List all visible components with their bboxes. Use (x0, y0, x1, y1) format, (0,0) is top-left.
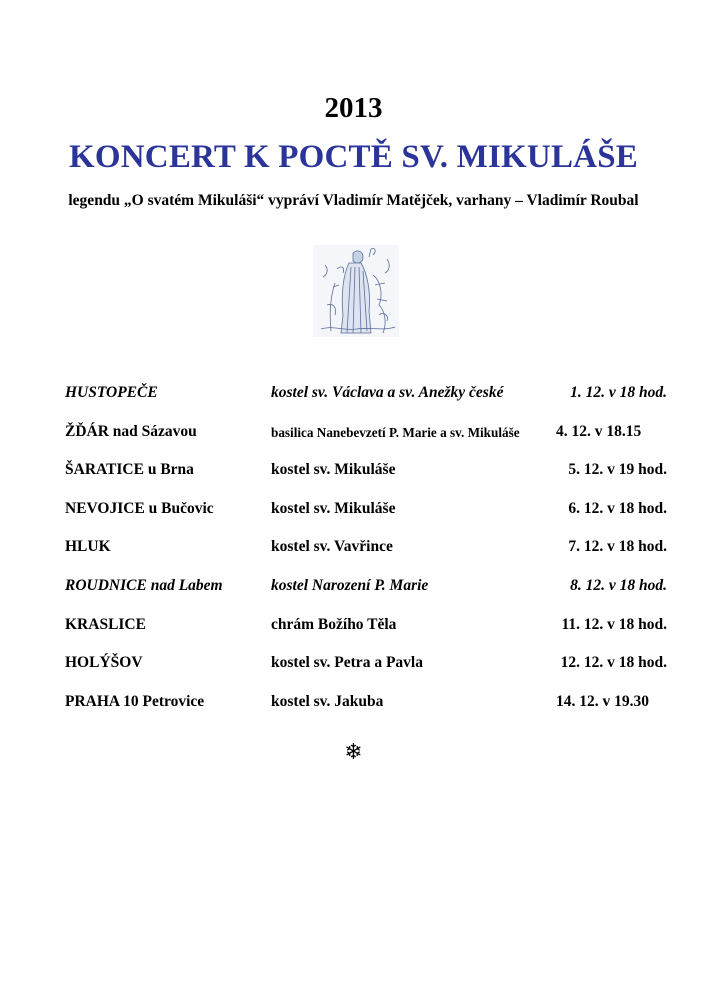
schedule-row (0, 455, 707, 494)
concert-venue: kostel sv. Mikuláše (271, 499, 396, 517)
concert-date: 14. 12. v 19.30 (556, 692, 649, 710)
year-heading: 2013 (324, 92, 383, 124)
concert-date: 6. 12. v 18 hod. (568, 499, 667, 517)
concert-venue: kostel sv. Mikuláše (271, 461, 396, 479)
schedule-row (0, 417, 707, 456)
schedule-row (0, 571, 707, 610)
concert-subtitle: legendu „O svatém Mikuláši“ vypráví Vladimír Matějček, varhany – Vladimír Roubal (68, 192, 639, 209)
concert-city: HUSTOPEČE (65, 384, 158, 401)
concert-city: HLUK (65, 538, 111, 556)
snowflake-icon: ❄ (344, 740, 363, 765)
concert-date: 4. 12. v 18.15 (556, 422, 642, 440)
concert-city: ŠARATICE u Brna (65, 461, 194, 479)
concert-city: ŽĎÁR nad Sázavou (65, 422, 197, 440)
concert-venue: kostel Narození P. Marie (271, 576, 429, 594)
concert-date: 1. 12. v 18 hod. (570, 384, 667, 401)
schedule-row (0, 494, 707, 533)
concert-date: 5. 12. v 19 hod. (568, 461, 667, 479)
concert-date: 7. 12. v 18 hod. (568, 538, 667, 556)
concert-venue: kostel sv. Václava a sv. Anežky české (271, 384, 504, 401)
concert-date: 8. 12. v 18 hod. (570, 576, 667, 594)
concert-schedule (0, 378, 707, 725)
schedule-row (0, 648, 707, 687)
concert-venue: chrám Božího Těla (271, 615, 397, 633)
concert-city: NEVOJICE u Bučovic (65, 499, 214, 517)
concert-date: 12. 12. v 18 hod. (560, 654, 667, 672)
schedule-row (0, 378, 707, 417)
concert-city: PRAHA 10 Petrovice (65, 692, 205, 710)
concert-venue: basilica Nanebevzetí P. Marie a sv. Mikuláše (271, 424, 520, 440)
schedule-row (0, 687, 707, 726)
concert-city: HOLÝŠOV (65, 654, 143, 672)
concert-date: 11. 12. v 18 hod. (561, 615, 667, 633)
concert-city: ROUDNICE nad Labem (65, 576, 223, 594)
concert-title: KONCERT K POCTĚ SV. MIKULÁŠE (69, 139, 638, 175)
schedule-row (0, 610, 707, 649)
schedule-row (0, 532, 707, 571)
saint-nicholas-engraving-icon (313, 245, 399, 337)
concert-city: KRASLICE (65, 615, 146, 633)
concert-venue: kostel sv. Petra a Pavla (271, 654, 423, 672)
concert-venue: kostel sv. Jakuba (271, 692, 384, 710)
concert-venue: kostel sv. Vavřince (271, 538, 393, 556)
